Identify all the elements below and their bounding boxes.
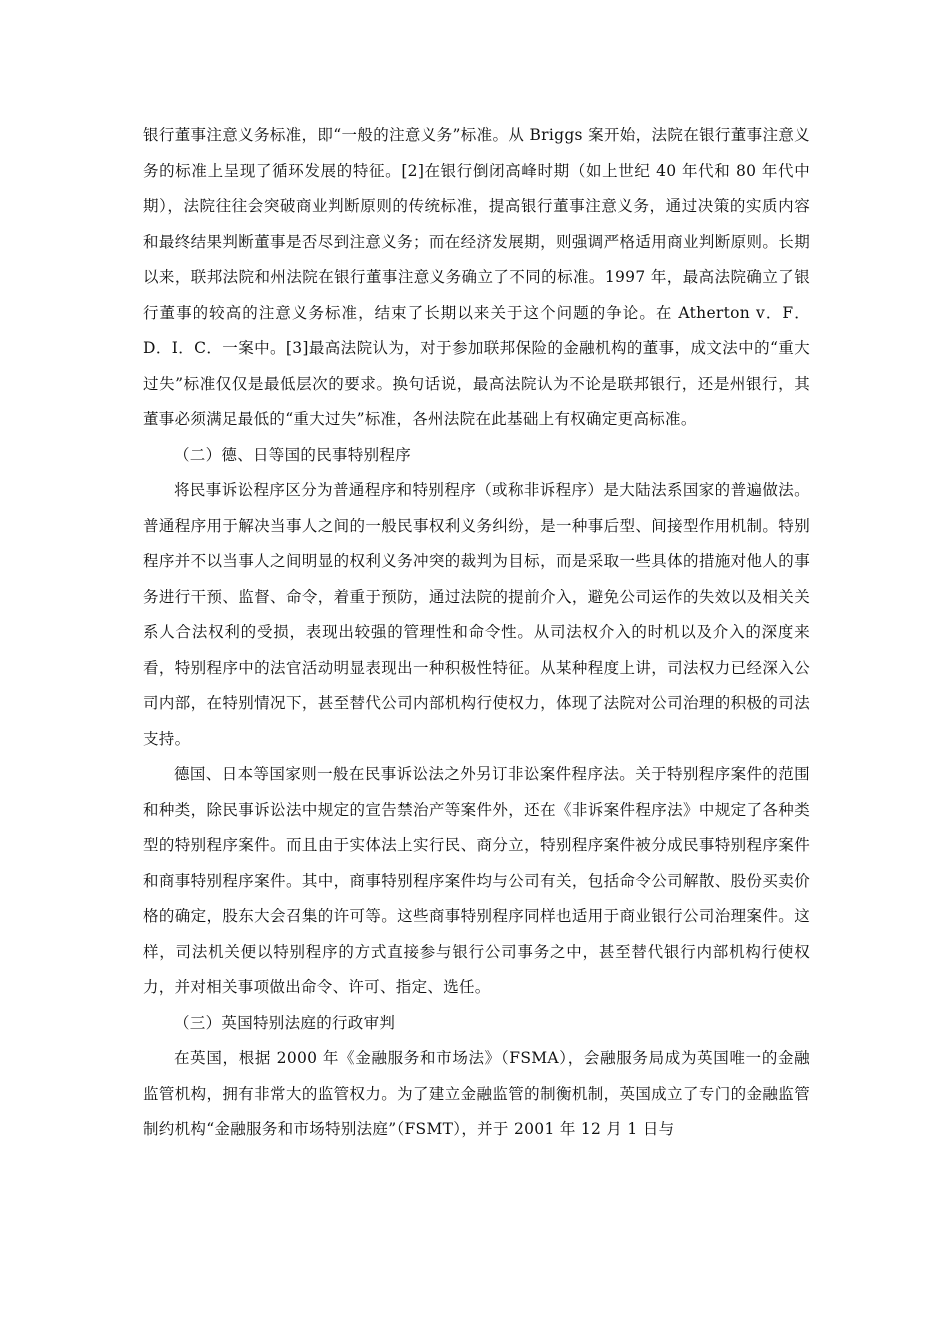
paragraph-non-litigation-law: 德国、日本等国家则一般在民事诉讼法之外另订非讼案件程序法。关于特别程序案件的范围和种类，除民事诉讼法中规定的宣告禁治产等案件外，还在《非诉案件程序法》中规定了各种类型的特别程序案件。而且由于实体法上实行民、商分立，特别程序案件被分成民事特别程序案件和商事特别程序案件。其中，商事特别程序案件均与公司有关，包括命令公司解散、股份买卖价格的确定，股东大会召集的许可等。这些商事特别程序同样也适用于商业银行公司治理案件。这样，司法机关便以特别程序的方式直接参与银行公司事务之中，甚至替代银行内部机构行使权力，并对相关事项做出命令、许可、指定、选任。 (143, 765, 810, 996)
paragraph-us-bank-director-duty: 银行董事注意义务标准，即“一般的注意义务”标准。从 Briggs 案开始，法院在银行董事注意义务的标准上呈现了循环发展的特征。[2]在银行倒闭高峰时期（如上世纪 40 年代和 80 年代中期），法院往往会突破商业判断原则的传统标准，提高银行董事注意义务，通过决策的实质内容和最终结果判断董事是否尽到注意义务；而在经济发展期，则强调严格适用商业判断原则。长期以来，联邦法院和州法院在银行董事注意义务确立了不同的标准。1997 年，最高法院确立了银行董事的较高的注意义务标准，结束了长期以来关于这个问题的争论。在 Atherton v．F．D．I．C．一案中。[3]最高法院认为，对于参加联邦保险的金融机构的董事，成文法中的“重大过失”标准仅仅是最低层次的要求。换句话说，最高法院认为不论是联邦银行，还是州银行，其董事必须满足最低的“重大过失”标准，各州法院在此基础上有权确定更高标准。 (143, 126, 810, 428)
document-page (143, 118, 810, 1148)
paragraph-uk-fsma: 在英国，根据 2000 年《金融服务和市场法》（FSMA），会融服务局成为英国唯一的金融监管机构，拥有非常大的监管权力。为了建立金融监管的制衡机制，英国成立了专门的金融监管制约机构“金融服务和市场特别法庭”（FSMT），并于 2001 年 12 月 1 日与 (143, 1049, 810, 1138)
paragraph-special-procedure: 将民事诉讼程序区分为普通程序和特别程序（或称非诉程序）是大陆法系国家的普遍做法。普通程序用于解决当事人之间的一般民事权利义务纠纷，是一种事后型、间接型作用机制。特别程序并不以当事人之间明显的权利义务冲突的裁判为目标，而是采取一些具体的措施对他人的事务进行干预、监督、命令，着重于预防，通过法院的提前介入，避免公司运作的失效以及相关关系人合法权利的受损，表现出较强的管理性和命令性。从司法权介入的时机以及介入的深度来看，特别程序中的法官活动明显表现出一种积极性特征。从某种程度上讲，司法权力已经深入公司内部，在特别情况下，甚至替代公司内部机构行使权力，体现了法院对公司治理的积极的司法支持。 (143, 481, 810, 748)
section-heading-uk-tribunal: （三）英国特别法庭的行政审判 (174, 1013, 396, 1032)
section-heading-germany-japan: （二）德、日等国的民事特别程序 (174, 445, 412, 464)
